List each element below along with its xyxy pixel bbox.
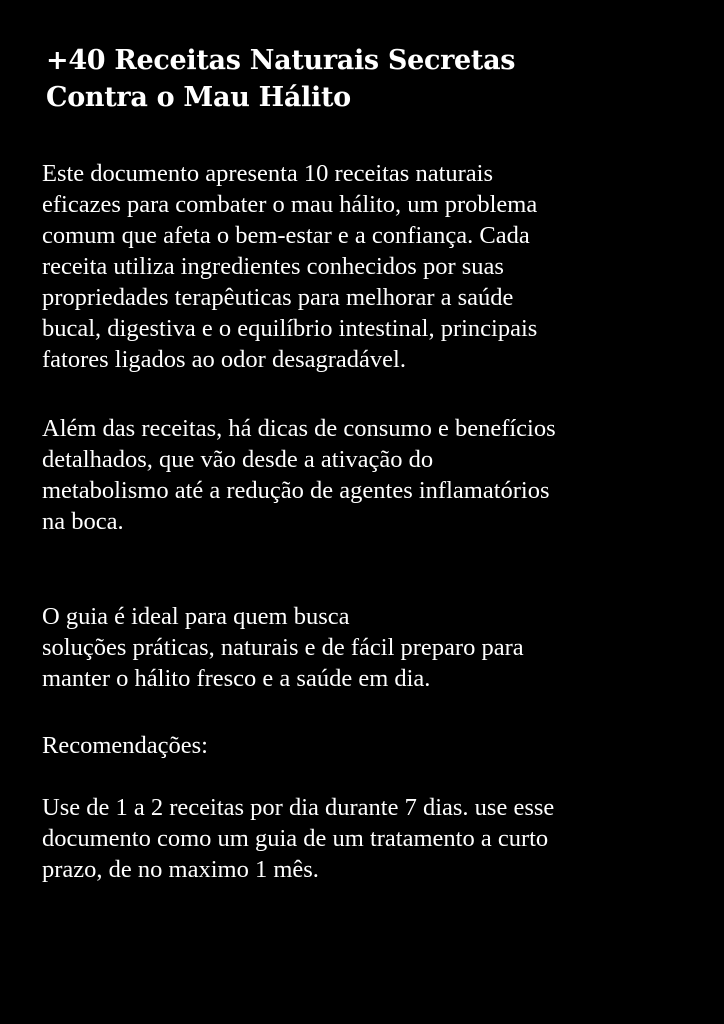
text-line: Além das receitas, há dicas de consumo e benefícios	[42, 415, 556, 442]
text-line: propriedades terapêuticas para melhorar a saúde	[42, 284, 514, 311]
intro-paragraph	[42, 158, 692, 375]
recommendations-heading	[42, 730, 692, 761]
benefits-paragraph	[42, 413, 692, 537]
text-line: metabolismo até a redução de agentes inflamatórios	[42, 477, 550, 504]
text-line: Recomendações:	[42, 732, 208, 759]
text-line: receita utiliza ingredientes conhecidos por suas	[42, 253, 504, 280]
text-line: prazo, de no maximo 1 mês.	[42, 856, 319, 883]
text-line: na boca.	[42, 508, 124, 535]
guide-paragraph	[42, 601, 692, 694]
title-line: +40 Receitas Naturais Secretas	[46, 45, 516, 76]
text-line: fatores ligados ao odor desagradável.	[42, 346, 406, 373]
text-line: manter o hálito fresco e a saúde em dia.	[42, 665, 431, 692]
page-title	[46, 42, 686, 116]
recommendations-paragraph	[42, 792, 692, 885]
text-line: Use de 1 a 2 receitas por dia durante 7 dias. use esse	[42, 794, 555, 821]
text-line: documento como um guia de um tratamento a curto	[42, 825, 549, 852]
title-line: Contra o Mau Hálito	[46, 82, 351, 113]
text-line: O guia é ideal para quem busca	[42, 603, 350, 630]
text-line: comum que afeta o bem-estar e a confiança. Cada	[42, 222, 530, 249]
text-line: bucal, digestiva e o equilíbrio intestinal, principais	[42, 315, 538, 342]
text-line: Este documento apresenta 10 receitas naturais	[42, 160, 494, 187]
text-line: detalhados, que vão desde a ativação do	[42, 446, 434, 473]
text-line: eficazes para combater o mau hálito, um problema	[42, 191, 538, 218]
text-line: soluções práticas, naturais e de fácil preparo para	[42, 634, 524, 661]
